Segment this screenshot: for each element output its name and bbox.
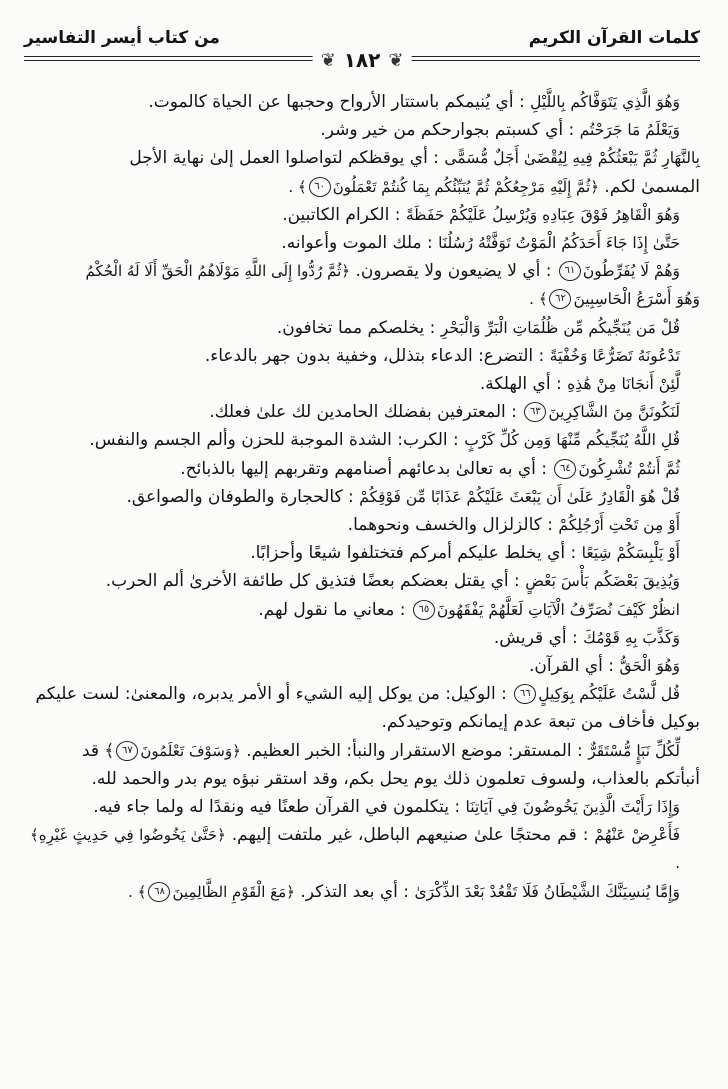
- ayah-number: ٦١: [559, 261, 581, 281]
- explanation: : المستقر: موضع الاستقرار والنبأ: الخبر العظيم.: [240, 740, 589, 761]
- explanation: : أي يُنيمكم باستتار الأرواح وحجبها عن الحياة كالموت.: [148, 92, 531, 112]
- entry-line: [30, 821, 700, 877]
- quran-phrase: قُل لَّسْتُ عَلَيْكُم بِوَكِيلٍ: [538, 685, 680, 704]
- quran-quote: ﴿مَعَ الْقَوْمِ الظَّالِمِينَ: [172, 882, 295, 901]
- quran-phrase: وَهُمْ لَا يُفَرِّطُونَ: [582, 262, 680, 281]
- source-title: من كتاب أيسر التفاسير: [24, 28, 220, 48]
- explanation: : أي القرآن.: [528, 656, 620, 677]
- quran-phrase: لَنَكُونَنَّ مِنَ الشَّاكِرِينَ: [548, 403, 680, 422]
- entry-line: [30, 116, 700, 144]
- entry-line: [30, 511, 700, 539]
- explanation: : ملك الموت وأعوانه.: [281, 233, 439, 254]
- tafsir-content: [30, 88, 700, 906]
- quran-phrase: وَهُوَ أَسْرَعُ الْحَاسِبِينَ: [573, 290, 700, 309]
- explanation: : كالحجارة والطوفان والصواعق.: [126, 486, 360, 507]
- ayah-number: ٦٧: [116, 741, 138, 761]
- entry-line: [30, 680, 700, 708]
- entry-line: [30, 144, 700, 172]
- explanation: ﴾ قد: [81, 740, 115, 761]
- quran-phrase: لِّكُلِّ نَبَإٍ مُّسْتَقَرٌّ: [588, 741, 680, 760]
- ayah-number: ٦٢: [549, 289, 571, 309]
- explanation: : أي به تعالىٰ بدعائهم أصنامهم وتقربهم إليها بالذبائح.: [180, 458, 553, 479]
- ayah-number: ٦٤: [554, 459, 576, 479]
- explanation: : أي بعد التذكر.: [294, 881, 415, 902]
- explanation: : يتكلمون في القرآن طعنًا فيه ونقدًا له ولما جاء فيه.: [93, 797, 466, 818]
- entry-line: [30, 88, 700, 116]
- explanation: : أي لا يضيعون ولا يقصرون.: [350, 261, 557, 282]
- quote-close: ﴾ .: [128, 882, 147, 901]
- entry-line: [30, 737, 700, 765]
- quran-phrase: قُلْ هُوَ الْقَادِرُ عَلَىٰ أَن يَبْعَثَ عَلَيْكُمْ عَذَابًا مِّن فَوْقِكُمْ: [359, 487, 680, 506]
- ayah-number: ٦٥: [413, 600, 435, 620]
- explanation: : الكرام الكاتبين.: [282, 204, 406, 225]
- explanation: : أي يوقظكم لتواصلوا العمل إلىٰ نهاية الأجل: [129, 148, 445, 169]
- quran-phrase: لَّئِنْ أَنجَانَا مِنْ هَٰذِهِ: [567, 375, 680, 394]
- entry-line: [30, 398, 700, 426]
- ornament-icon: ❦: [320, 49, 336, 71]
- entry-line: [30, 370, 700, 398]
- quran-quote: ﴿حَتَّىٰ يَخُوضُوا فِي حَدِيثٍ غَيْرِهِ: [38, 826, 226, 845]
- quran-phrase: وَهُوَ الْحَقُّ: [619, 657, 680, 676]
- explanation: بوكيل فأخاف من تبعة عدم إيمانكم وتوحيدكم.: [381, 712, 700, 733]
- entry-line: [30, 483, 700, 511]
- entry-line: [30, 173, 700, 201]
- quran-quote: ﴿ثُمَّ رُدُّوا إِلَى اللَّهِ مَوْلَاهُمُ الْحَقِّ أَلَا لَهُ الْحُكْمُ: [85, 262, 351, 281]
- quran-phrase: بِالنَّهَارِ ثُمَّ يَبْعَثُكُمْ فِيهِ لِيُقْضَىٰ أَجَلٌ مُّسَمًّى: [444, 149, 700, 168]
- quran-phrase: وَإِذَا رَأَيْتَ الَّذِينَ يَخُوضُونَ فِي آيَاتِنَا: [465, 798, 680, 817]
- explanation: : يخلصكم مما تخافون.: [276, 317, 441, 338]
- explanation: : أي يقتل بعضكم بعضًا فتذيق كل طائفة الأخرىٰ ألم الحرب.: [105, 571, 526, 592]
- quran-phrase: أَوْ يَلْبِسَكُمْ شِيَعًا: [581, 544, 680, 563]
- explanation: المسمىٰ لكم.: [599, 176, 700, 197]
- quran-phrase: وَيَعْلَمُ مَا جَرَحْتُم: [579, 121, 680, 140]
- quran-phrase: ثُمَّ أَنتُمْ تُشْرِكُونَ: [578, 459, 680, 478]
- quran-quote: ﴿وَسَوْفَ تَعْلَمُونَ: [140, 741, 241, 760]
- entry-line: [30, 567, 700, 595]
- entry-line: [30, 426, 700, 454]
- explanation: : أي قريش.: [493, 627, 584, 648]
- entry-line: [30, 285, 700, 313]
- page-number-block: [313, 48, 412, 72]
- quran-phrase: أَوْ مِن تَحْتِ أَرْجُلِكُمْ: [558, 516, 680, 535]
- quran-phrase: وَكَذَّبَ بِهِ قَوْمُكَ: [583, 628, 680, 647]
- explanation: : كالزلزال والخسف ونحوهما.: [347, 515, 559, 536]
- entry-line: [30, 765, 700, 793]
- explanation: : قم محتجًا علىٰ صنيعهم الباطل، غير ملتفت إليهم.: [225, 825, 595, 846]
- page-number: ١٨٢: [343, 48, 381, 72]
- entry-line: [30, 229, 700, 257]
- explanation: : المعترفين بفضلك الحامدين لك علىٰ فعلك.: [209, 402, 523, 423]
- explanation: : الوكيل: من يوكل إليه الشيء أو الأمر يدبره، والمعنىٰ: لست عليكم: [35, 684, 513, 705]
- entry-line: [30, 878, 700, 906]
- book-title: كلمات القرآن الكريم: [528, 28, 700, 48]
- entry-line: [30, 342, 700, 370]
- quote-close: ﴾ .: [30, 826, 680, 873]
- explanation: أنبأتكم بالعذاب، ولسوف تعلمون ذلك يوم يحل بكم، وقد استقر نبؤه يوم بدر والحمد لله.: [91, 768, 700, 789]
- explanation: : أي يخلط عليكم أمركم فتختلفوا شيعًا وأحزابًا.: [250, 543, 582, 564]
- entry-line: [30, 201, 700, 229]
- entry-line: [30, 455, 700, 483]
- entry-line: [30, 257, 700, 285]
- quran-phrase: وَهُوَ الْقَاهِرُ فَوْقَ عِبَادِهِ وَيُرْسِلُ عَلَيْكُمْ حَفَظَةً: [405, 205, 680, 224]
- entry-line: [30, 314, 700, 342]
- ayah-number: ٦٣: [524, 402, 546, 422]
- ayah-number: ٦٠: [309, 177, 331, 197]
- quran-phrase: تَدْعُونَهُ تَضَرُّعًا وَخُفْيَةً: [549, 346, 680, 365]
- quran-quote: ﴿ثُمَّ إِلَيْهِ مَرْجِعُكُمْ ثُمَّ يُنَبِّئُكُم بِمَا كُنتُمْ تَعْمَلُونَ: [332, 177, 599, 196]
- ayah-number: ٦٦: [514, 684, 536, 704]
- quran-phrase: قُلِ اللَّهُ يُنَجِّيكُم مِّنْهَا وَمِن كُلِّ كَرْبٍ: [464, 431, 680, 450]
- quran-phrase: وَإِمَّا يُنسِيَنَّكَ الشَّيْطَانُ فَلَا تَقْعُدْ بَعْدَ الذِّكْرَىٰ: [414, 882, 680, 901]
- quote-close: ﴾ .: [288, 177, 307, 196]
- quote-close: ﴾ .: [529, 290, 548, 309]
- quran-phrase: وَهُوَ الَّذِي يَتَوَفَّاكُم بِاللَّيْلِ: [530, 93, 680, 111]
- entry-line: [30, 539, 700, 567]
- explanation: : التضرع: الدعاء بتذلل، وخفية بدون جهر بالدعاء.: [204, 345, 550, 366]
- quran-phrase: فَأَعْرِضْ عَنْهُمْ: [594, 826, 680, 845]
- explanation: : معاني ما نقول لهم.: [258, 599, 411, 620]
- ornament-icon: ❦: [388, 49, 404, 71]
- entry-line: [30, 708, 700, 736]
- entry-line: [30, 793, 700, 821]
- entry-line: [30, 652, 700, 680]
- quran-phrase: قُلْ مَن يُنَجِّيكُم مِّن ظُلُمَاتِ الْبَرِّ وَالْبَحْرِ: [440, 318, 680, 337]
- explanation: : أي الهلكة.: [479, 374, 568, 395]
- page-header: [24, 28, 700, 72]
- quran-phrase: وَيُذِيقَ بَعْضَكُم بَأْسَ بَعْضٍ: [525, 572, 680, 591]
- quran-phrase: حَتَّىٰ إِذَا جَاءَ أَحَدَكُمُ الْمَوْتُ تَوَفَّتْهُ رُسُلُنَا: [438, 234, 680, 253]
- ayah-number: ٦٨: [148, 882, 170, 902]
- quran-phrase: انظُرْ كَيْفَ نُصَرِّفُ الْآيَاتِ لَعَلَّهُمْ يَفْقَهُونَ: [436, 600, 680, 619]
- explanation: : الكرب: الشدة الموجبة للحزن وألم الجسم والنفس.: [89, 430, 465, 451]
- explanation: : أي كسبتم بجوارحكم من خير وشر.: [320, 120, 580, 141]
- entry-line: [30, 624, 700, 652]
- entry-line: [30, 596, 700, 624]
